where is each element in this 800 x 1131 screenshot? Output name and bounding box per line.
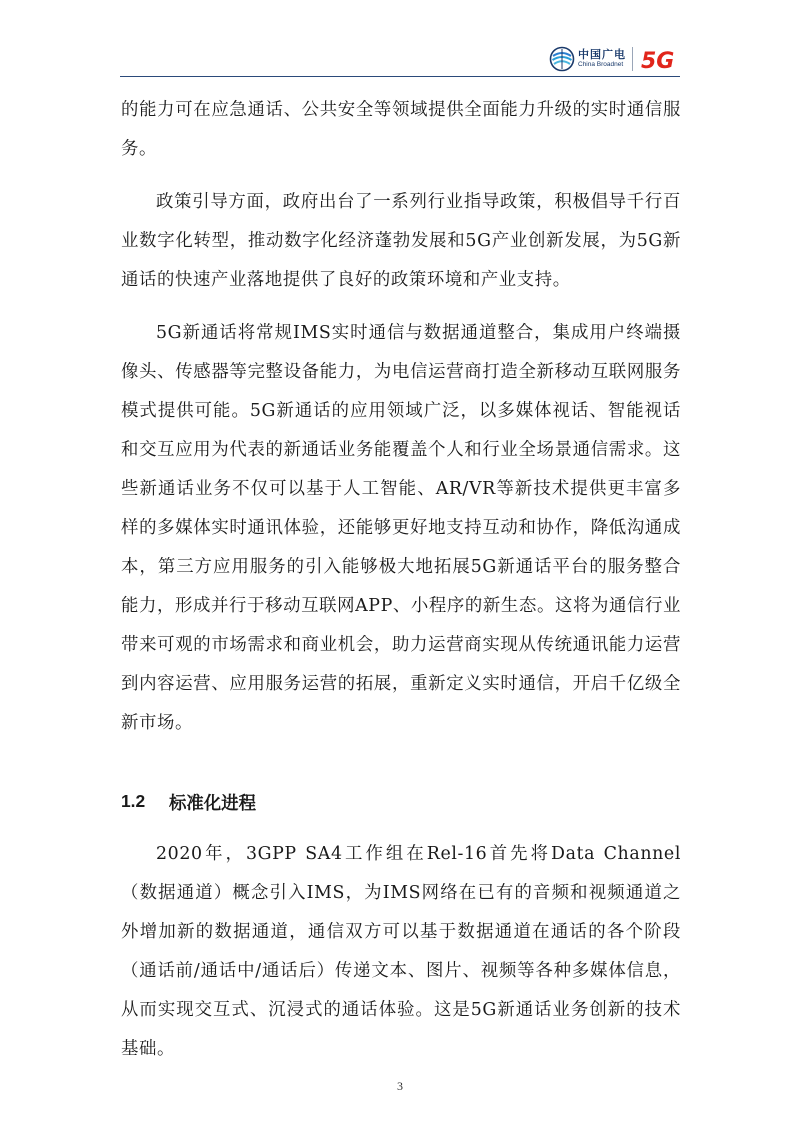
section-heading [121, 782, 681, 821]
section-number: 1.2 [121, 791, 146, 811]
paragraph-new-calling: 5G新通话将常规IMS实时通信与数据通道整合，集成用户终端摄像头、传感器等完整设备能力，为电信运营商打造全新移动互联网服务模式提供可能。5G新通话的应用领域广泛，以多媒体视话、智能视话和交互应用为代表的新通话业务能覆盖个人和行业全场景通信需求。这些新通话业务不仅可以基于人工智能、AR/VR等新技术提供更丰富多样的多媒体实时通讯体验，还能够更好地支持互动和协作，降低沟通成本，第三方应用服务的引入能够极大地拓展5G新通话平台的服务整合能力，形成并行于移动互联网APP、小程序的新生态。这将为通信行业带来可观的市场需求和商业机会，助力运营商实现从传统通讯能力运营到内容运营、应用服务运营的拓展，重新定义实时通信，开启千亿级全新市场。 [121, 323, 681, 733]
header-rule [120, 76, 680, 77]
page-number: 3 [397, 1079, 403, 1093]
logo-divider [632, 47, 633, 71]
china-broadnet-wordmark [578, 49, 626, 69]
fiveg-logo [640, 47, 680, 71]
document-body [121, 91, 681, 1069]
header-logos [549, 44, 680, 74]
china-broadnet-emblem-icon [549, 46, 575, 72]
brand-name-en: China Broadnet [578, 61, 624, 69]
china-broadnet-logo [549, 46, 626, 72]
paragraph-policy: 政策引导方面，政府出台了一系列行业指导政策，积极倡导千行百业数字化转型，推动数字化经济蓬勃发展和5G产业创新发展，为5G新通话的快速产业落地提供了良好的政策环境和产业支持。 [121, 192, 681, 290]
fiveg-logo-icon [640, 47, 680, 71]
fiveg-logo-text: 5G [641, 49, 675, 71]
section-title: 标准化进程 [169, 794, 256, 814]
paragraph-continuation: 的能力可在应急通话、公共安全等领域提供全面能力升级的实时通信服务。 [121, 100, 681, 159]
brand-name-cn: 中国广电 [578, 48, 626, 62]
page-header [120, 0, 680, 80]
paragraph-standardization: 2020年，3GPP SA4工作组在Rel-16首先将Data Channel（数据通道）概念引入IMS，为IMS网络在已有的音频和视频通道之外增加新的数据通道，通信双方可以基于数据通道在通话的各个阶段（通话前/通话中/通话后）传递文本、图片、视频等各种多媒体信息，从而实现交互式、沉浸式的通话体验。这是5G新通话业务创新的技术基础。 [121, 844, 681, 1059]
